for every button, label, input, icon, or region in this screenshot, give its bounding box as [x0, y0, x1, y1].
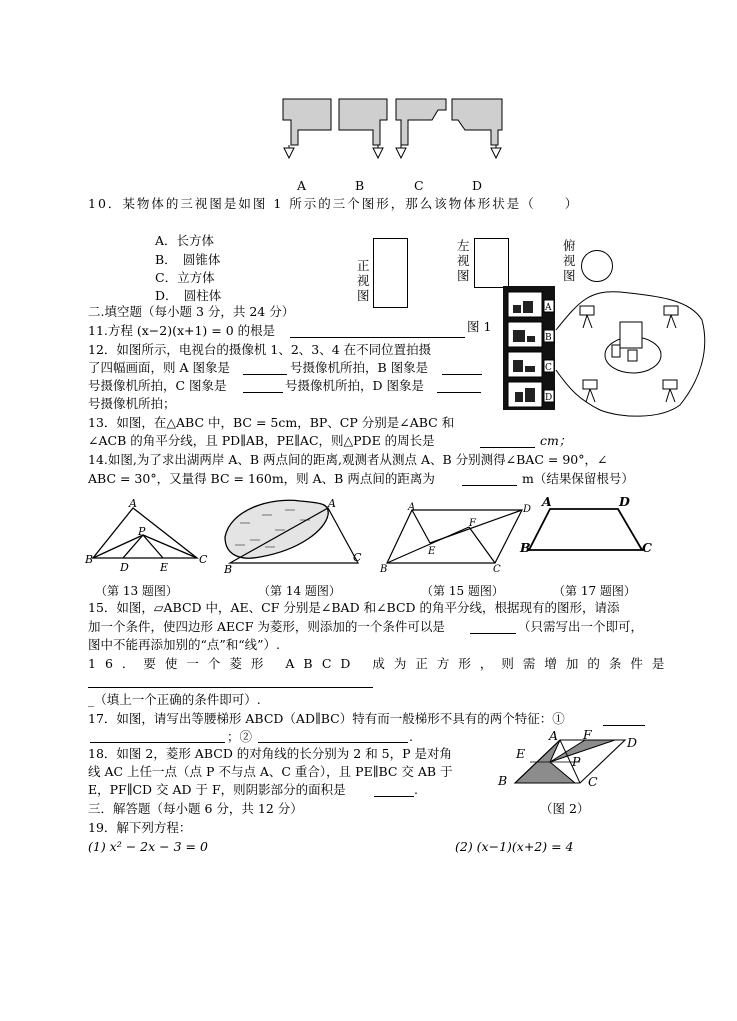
fig15-parallelogram	[387, 510, 522, 563]
q13-line2: ∠ACB 的角平分线，且 PD∥AB，PE∥AC，则△PDE 的周长是	[88, 433, 435, 448]
q12-line3: 号摄像机所拍，B 图象是	[290, 360, 429, 375]
q12-blank-a[interactable]	[243, 374, 287, 375]
q19-part2: (2) (x−1)(x+2) = 4	[455, 839, 574, 854]
fig13-label-e: E	[160, 561, 169, 574]
section3-header: 三．解答题（每小题 6 分，共 12 分）	[88, 801, 303, 816]
figure-row	[0, 495, 737, 595]
q10-option-b: B． 圆锥体	[155, 252, 221, 267]
fig15-label-b: B	[380, 564, 388, 575]
fig2-label-f: F	[583, 727, 592, 742]
fig14-label-b: B	[224, 563, 233, 576]
q15-line3: 图中不能再添加别的“点”和“线”）.	[88, 637, 281, 652]
fig2-label-p: P	[572, 754, 581, 769]
fig2-label-a: A	[549, 728, 559, 743]
q11-question: 11.方程 (x−2)(x+1) = 0 的根是	[88, 323, 276, 338]
fig17-label-a: A	[542, 494, 552, 509]
q14-line2: ABC = 30°，又量得 BC = 160m，则 A、B 两点间的距离为	[88, 471, 435, 486]
q12-line6: 号摄像机所拍；	[88, 396, 176, 411]
q13-answer-blank[interactable]	[480, 447, 535, 448]
q15-line1: 15．如图，▱ABCD 中，AE、CF 分别是∠BAD 和∠BCD 的角平分线，根据现有的图形，请添	[88, 600, 620, 615]
q17-line1: 17．如图，请写出等腰梯形 ABCD（AD∥BC）特有而一般梯形不具有的两个特征：①	[88, 711, 565, 726]
q17-blank-1b[interactable]	[90, 742, 225, 743]
q18-end: .	[414, 782, 418, 797]
q15-line2-tail: （只需写出一个即可，	[518, 619, 644, 634]
q14-answer-blank[interactable]	[462, 485, 517, 486]
fig2-caption: （图 2）	[540, 801, 590, 816]
q12-blank-c[interactable]	[243, 392, 283, 393]
fig2-label-b: B	[498, 773, 508, 788]
q12-blank-b[interactable]	[442, 374, 482, 375]
q15-answer-blank[interactable]	[470, 633, 516, 634]
fig15-label-c: C	[493, 564, 501, 575]
fig17-trapezoid	[529, 509, 642, 550]
q12-blank-d[interactable]	[437, 392, 481, 393]
section2-header: 二.填空题（每小题 3 分，共 24 分）	[88, 304, 295, 319]
choice-label-d: D	[472, 178, 483, 193]
fig13-label-a: A	[129, 497, 137, 510]
fig13-label-b: B	[85, 553, 94, 566]
fig15-label-f: F	[469, 518, 476, 529]
fig13-label-d: D	[120, 561, 129, 574]
fig2-label-c: C	[588, 774, 598, 789]
q10-option-d: D． 圆柱体	[155, 288, 222, 303]
fig15-label-d: D	[523, 504, 532, 515]
q12-line5: 号摄像机所拍，D 图象是	[285, 378, 424, 393]
panel-label-a: A	[545, 303, 552, 313]
q16-answer-blank[interactable]	[88, 687, 373, 688]
panel-label-c: C	[545, 363, 552, 373]
q14-line2-tail: m（结果保留根号）	[522, 471, 634, 486]
q12-line1: 12．如图所示，电视台的摄像机 1、2、3、4 在不同位置拍摄	[88, 342, 432, 357]
fig14-label-a: A	[328, 497, 336, 510]
fig17-label-c: C	[642, 540, 652, 555]
fig2-label-e: E	[516, 746, 526, 761]
caption-fig13: （第 13 题图）	[95, 584, 178, 598]
q16-line2: _（填上一个正确的条件即可）.	[88, 692, 261, 707]
front-view-label: 正视图	[357, 258, 370, 303]
caption-fig15: （第 15 题图）	[421, 584, 504, 598]
fig15-label-a: A	[408, 502, 416, 513]
q17-line2-mid: ；②	[227, 729, 253, 744]
fig17-label-d: D	[619, 494, 630, 509]
q14-line1: 14.如图,为了求出湖两岸 A、B 两点间的距离,观测者从测点 A、B 分别测得∠BAC = 90°，∠	[88, 452, 608, 467]
fig13-label-c: C	[199, 553, 208, 566]
fig14-label-c: C	[353, 551, 362, 564]
choice-label-b: B	[355, 178, 365, 193]
panel-label-d: D	[545, 393, 553, 403]
caption-fig14: （第 14 题图）	[258, 584, 341, 598]
top-view-label: 俯视图	[563, 238, 576, 283]
q10-option-a: A．长方体	[155, 233, 215, 248]
q18-line3: E，PF∥CD 交 AD 于 F，则阴影部分的面积是	[88, 782, 346, 797]
fig13-label-p: P	[138, 525, 146, 538]
fig2-label-d: D	[627, 735, 638, 750]
q10-question: 10．某物体的三视图是如图 1 所示的三个图形，那么该物体形状是（ ）	[88, 196, 580, 211]
figure-1-label: 图 1	[467, 319, 492, 334]
fig14-lake	[225, 500, 358, 563]
q18-answer-blank[interactable]	[374, 796, 414, 797]
q18-line2: 线 AC 上任一点（点 P 不与点 A、C 重合），且 PE∥BC 交 AB 于	[88, 764, 453, 779]
q17-blank-1a[interactable]	[603, 725, 645, 726]
q16-line1: 16．要使一个菱形 ABCD 成为正方形，则需增加的条件是	[88, 656, 674, 671]
q19-title: 19．解下列方程：	[88, 820, 192, 835]
choice-label-c: C	[414, 178, 424, 193]
q13-line1: 13．如图，在△ABC 中，BC = 5cm，BP、CP 分别是∠ABC 和	[88, 415, 455, 430]
caption-fig17: （第 17 题图）	[553, 584, 636, 598]
q10-option-c: C．立方体	[155, 270, 215, 285]
fig17-label-b: B	[520, 540, 531, 555]
q15-line2: 加一个条件，使四边形 AECF 为菱形，则添加的一个条件可以是	[88, 619, 445, 634]
q17-line2-end: .	[409, 729, 413, 744]
q17-blank-2[interactable]	[258, 742, 408, 743]
q18-line1: 18．如图 2，菱形 ABCD 的对角线的长分别为 2 和 5，P 是对角	[88, 746, 453, 761]
fig15-label-e: E	[428, 546, 436, 557]
q12-line2: 了四幅画面，则 A 图象是	[88, 360, 230, 375]
q13-unit: cm；	[540, 433, 572, 448]
left-view-label: 左视图	[457, 238, 470, 283]
q19-part1: (1) x² − 2x − 3 = 0	[88, 839, 208, 854]
q12-line4: 号摄像机所拍，C 图象是	[88, 378, 227, 393]
choice-label-a: A	[297, 178, 307, 193]
panel-label-b: B	[545, 333, 552, 343]
